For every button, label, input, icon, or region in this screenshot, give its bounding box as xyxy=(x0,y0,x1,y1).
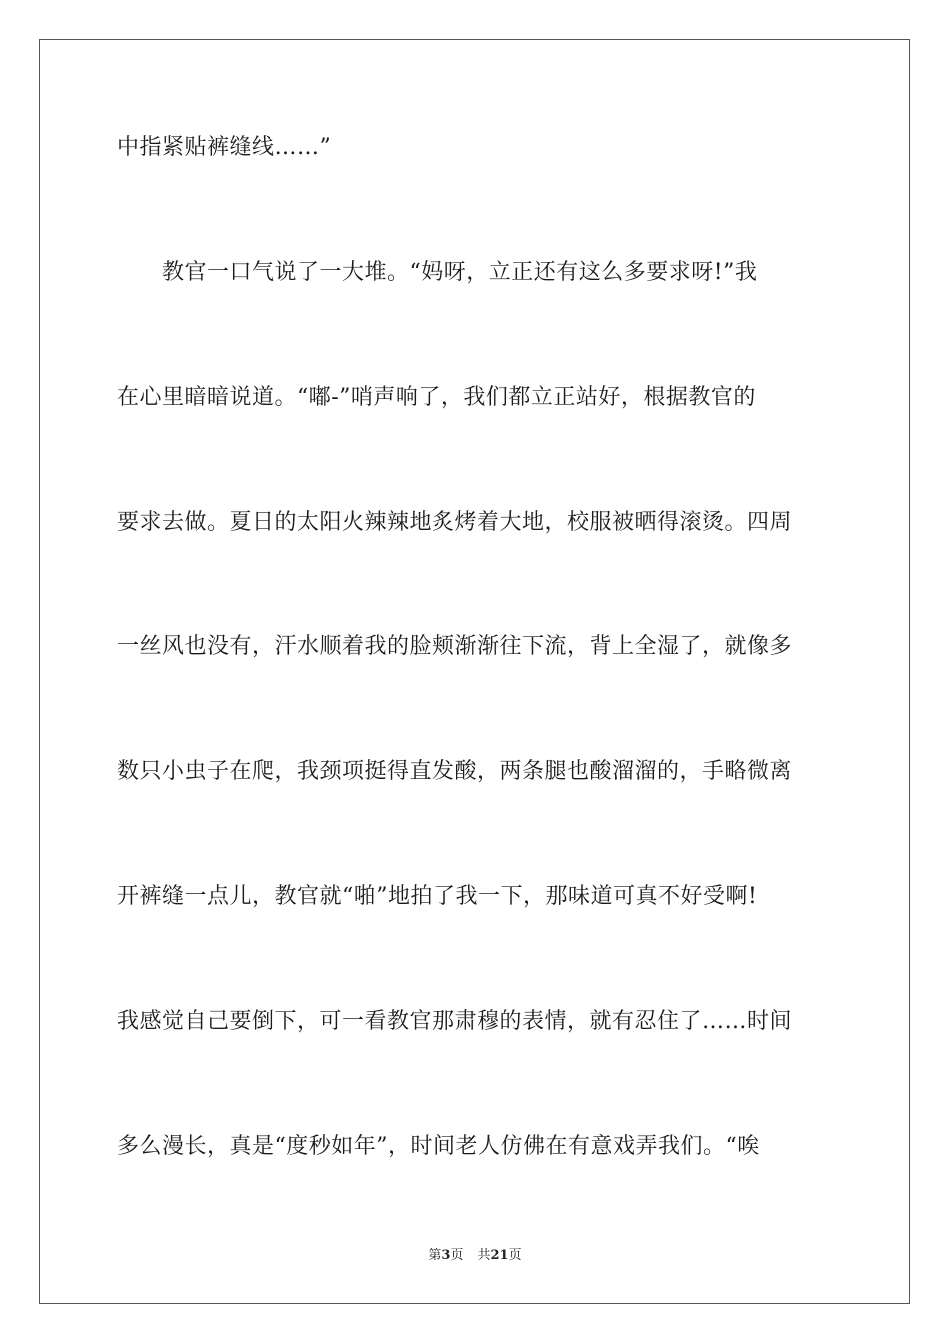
page-number-current: 3 xyxy=(441,1248,451,1263)
page-total-number: 21 xyxy=(490,1248,509,1263)
text-line-9: 多么漫长，真是“度秒如年”，时间老人仿佛在有意戏弄我们。“唉 xyxy=(117,1134,760,1159)
page-footer xyxy=(0,1247,950,1265)
text-line-3: 在心里暗暗说道。“嘟-”哨声响了，我们都立正站好，根据教官的 xyxy=(117,385,756,410)
text-line-5: 一丝风也没有，汗水顺着我的脸颊渐渐往下流，背上全湿了，就像多 xyxy=(117,634,793,659)
text-line-2: 教官一口气说了一大堆。“妈呀，立正还有这么多要求呀!”我 xyxy=(117,260,758,285)
text-line-1: 中指紧贴裤缝线……” xyxy=(117,135,332,160)
page-number-prefix: 第 xyxy=(428,1248,442,1263)
page-border xyxy=(39,39,910,1304)
page-total-prefix: 共 xyxy=(477,1248,491,1263)
text-line-4: 要求去做。夏日的太阳火辣辣地炙烤着大地，校服被晒得滚烫。四周 xyxy=(117,510,793,535)
page-total-suffix: 页 xyxy=(508,1248,522,1263)
text-line-8: 我感觉自己要倒下，可一看教官那肃穆的表情，就有忍住了……时间 xyxy=(117,1009,793,1034)
text-line-6: 数只小虫子在爬，我颈项挺得直发酸，两条腿也酸溜溜的，手略微离 xyxy=(117,759,793,784)
page-number-suffix: 页 xyxy=(450,1248,464,1263)
text-line-7: 开裤缝一点儿，教官就“啪”地拍了我一下，那味道可真不好受啊! xyxy=(117,884,758,909)
